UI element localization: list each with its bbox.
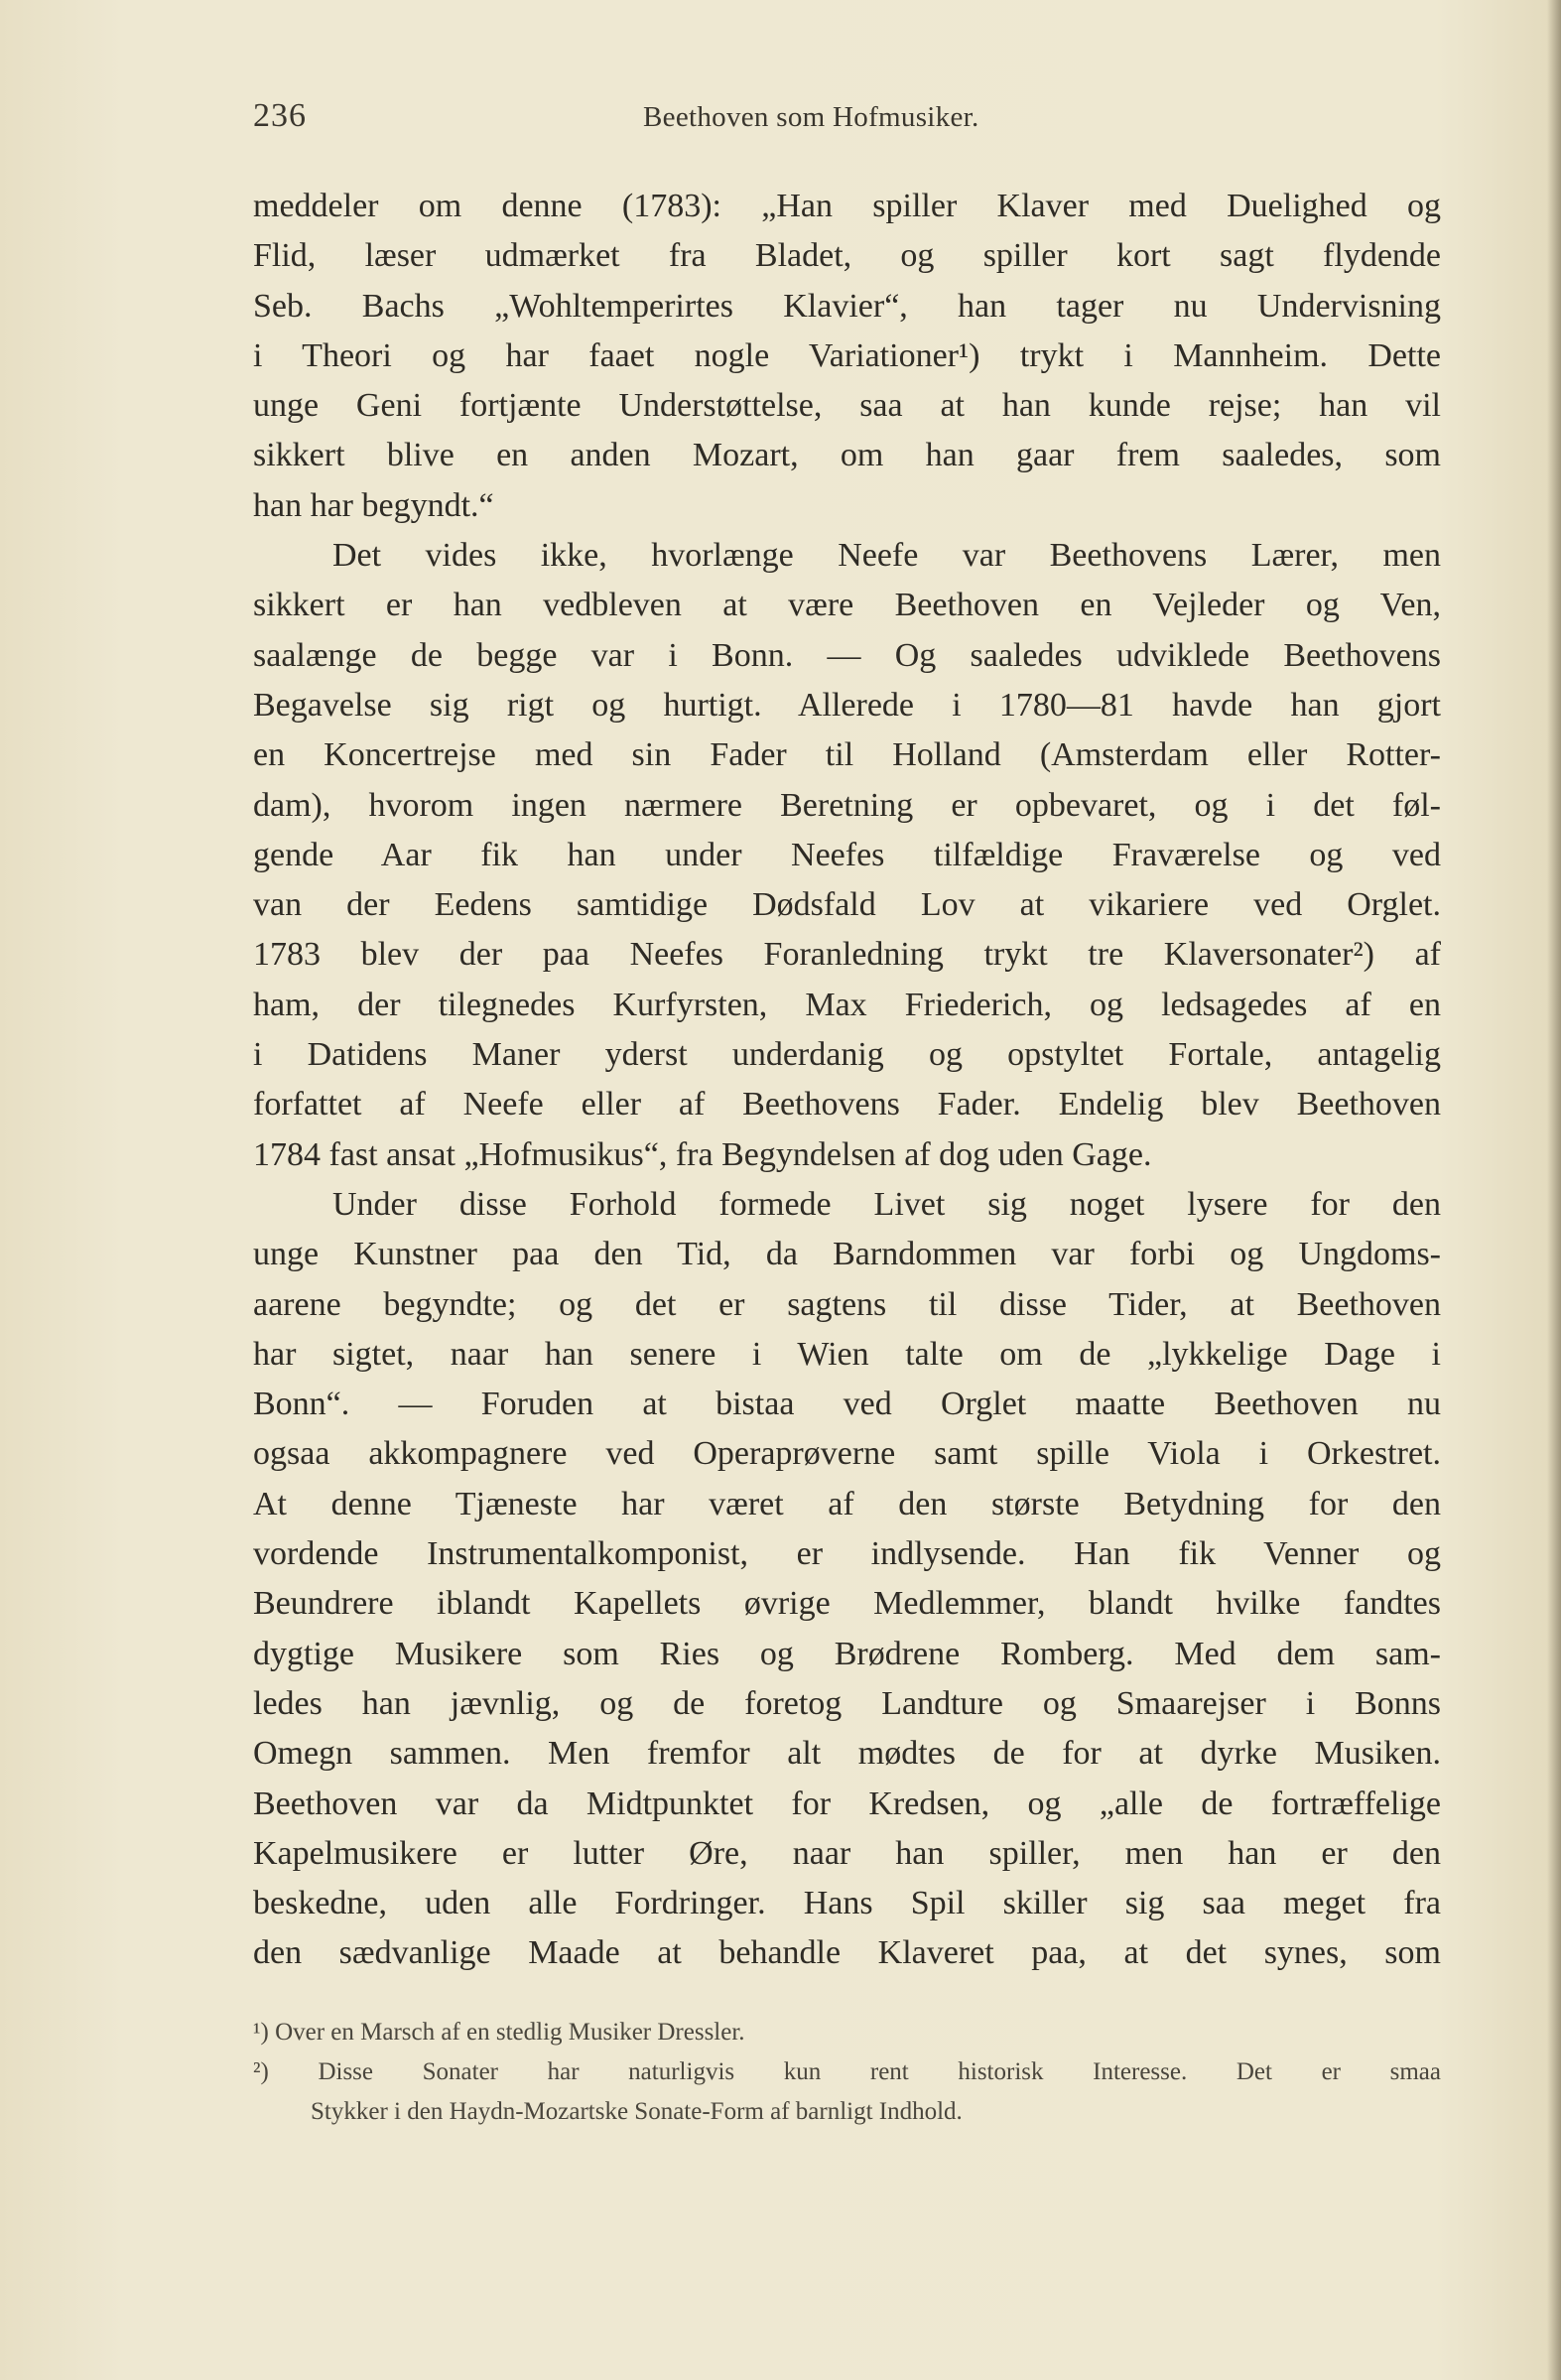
- text-line: en Koncertrejse med sin Fader til Holland (Amsterdam eller Rotter-: [253, 736, 1441, 774]
- text-line: unge Geni fortjænte Understøttelse, saa at han kunde rejse; han vil: [253, 387, 1441, 425]
- text-line: forfattet af Neefe eller af Beethovens Fader. Endelig blev Beethoven: [253, 1086, 1441, 1124]
- text-line: gende Aar fik han under Neefes tilfældige Fraværelse og ved: [253, 836, 1441, 873]
- page-header: [253, 97, 1444, 141]
- text-line: dygtige Musikere som Ries og Brødrene Romberg. Med dem sam-: [253, 1635, 1441, 1672]
- text-line: vordende Instrumentalkomponist, er indlysende. Han fik Venner og: [253, 1535, 1441, 1573]
- text-line: Beundrere iblandt Kapellets øvrige Medlemmer, blandt hvilke fandtes: [253, 1585, 1441, 1623]
- text-line: meddeler om denne (1783): „Han spiller Klaver med Duelighed og: [253, 188, 1441, 224]
- text-line: Omegn sammen. Men fremfor alt mødtes de for at dyrke Musiken.: [253, 1735, 1441, 1773]
- page-edge-shadow: [1547, 0, 1561, 2380]
- text-line: Bonn“. — Foruden at bistaa ved Orglet maatte Beethoven nu: [253, 1386, 1441, 1423]
- text-line: aarene begyndte; og det er sagtens til disse Tider, at Beethoven: [253, 1285, 1441, 1323]
- footnote-line: Stykker i den Haydn-Mozartske Sonate-Form af barnligt Indhold.: [311, 2098, 963, 2125]
- page-number: 236: [253, 97, 307, 134]
- body-text: [253, 182, 1441, 1979]
- text-line: ogsaa akkompagnere ved Operaprøverne samt spille Viola i Orkestret.: [253, 1435, 1441, 1473]
- text-line: 1783 blev der paa Neefes Foranledning trykt tre Klaversonater²) af: [253, 936, 1441, 974]
- text-line: Under disse Forhold formede Livet sig noget lysere for den: [332, 1185, 1441, 1223]
- text-line: den sædvanlige Maade at behandle Klaveret paa, at det synes, som: [253, 1934, 1441, 1972]
- text-line: 1784 fast ansat „Hofmusikus“, fra Begyndelsen af dog uden Gage.: [253, 1135, 1152, 1173]
- footnote-line: ¹) Over en Marsch af en stedlig Musiker Dressler.: [253, 2019, 745, 2046]
- text-line: unge Kunstner paa den Tid, da Barndommen var forbi og Ungdoms-: [253, 1236, 1441, 1273]
- text-line: har sigtet, naar han senere i Wien talte om de „lykkelige Dage i: [253, 1335, 1441, 1373]
- text-line: saalænge de begge var i Bonn. — Og saaledes udviklede Beethovens: [253, 636, 1441, 674]
- text-line: han har begyndt.“: [253, 486, 494, 524]
- footnote-line: ²) Disse Sonater har naturligvis kun rent historisk Interesse. Det er smaa: [253, 2058, 1441, 2085]
- text-line: ham, der tilegnedes Kurfyrsten, Max Friederich, og ledsagedes af en: [253, 986, 1441, 1023]
- running-title: Beethoven som Hofmusiker.: [643, 101, 979, 133]
- text-line: Flid, læser udmærket fra Bladet, og spiller kort sagt flydende: [253, 237, 1441, 275]
- footnotes: [253, 2013, 1441, 2132]
- text-line: Beethoven var da Midtpunktet for Kredsen, og „alle de fortræffelige: [253, 1785, 1441, 1822]
- text-line: i Datidens Maner yderst underdanig og opstyltet Fortale, antagelig: [253, 1036, 1441, 1074]
- text-line: Begavelse sig rigt og hurtigt. Allerede i 1780—81 havde han gjort: [253, 686, 1441, 724]
- text-line: Kapelmusikere er lutter Øre, naar han spiller, men han er den: [253, 1834, 1441, 1872]
- text-line: beskedne, uden alle Fordringer. Hans Spil skiller sig saa meget fra: [253, 1885, 1441, 1922]
- text-line: Det vides ikke, hvorlænge Neefe var Beethovens Lærer, men: [332, 537, 1441, 575]
- text-line: van der Eedens samtidige Dødsfald Lov at vikariere ved Orglet.: [253, 886, 1441, 924]
- text-line: Seb. Bachs „Wohltemperirtes Klavier“, han tager nu Undervisning: [253, 287, 1441, 325]
- text-line: At denne Tjæneste har været af den største Betydning for den: [253, 1485, 1441, 1522]
- text-line: i Theori og har faaet nogle Variationer¹) trykt i Mannheim. Dette: [253, 336, 1441, 374]
- text-line: dam), hvorom ingen nærmere Beretning er opbevaret, og i det føl-: [253, 786, 1441, 824]
- text-line: sikkert blive en anden Mozart, om han gaar frem saaledes, som: [253, 437, 1441, 474]
- text-line: sikkert er han vedbleven at være Beethoven en Vejleder og Ven,: [253, 587, 1441, 624]
- text-line: ledes han jævnlig, og de foretog Landture og Smaarejser i Bonns: [253, 1684, 1441, 1722]
